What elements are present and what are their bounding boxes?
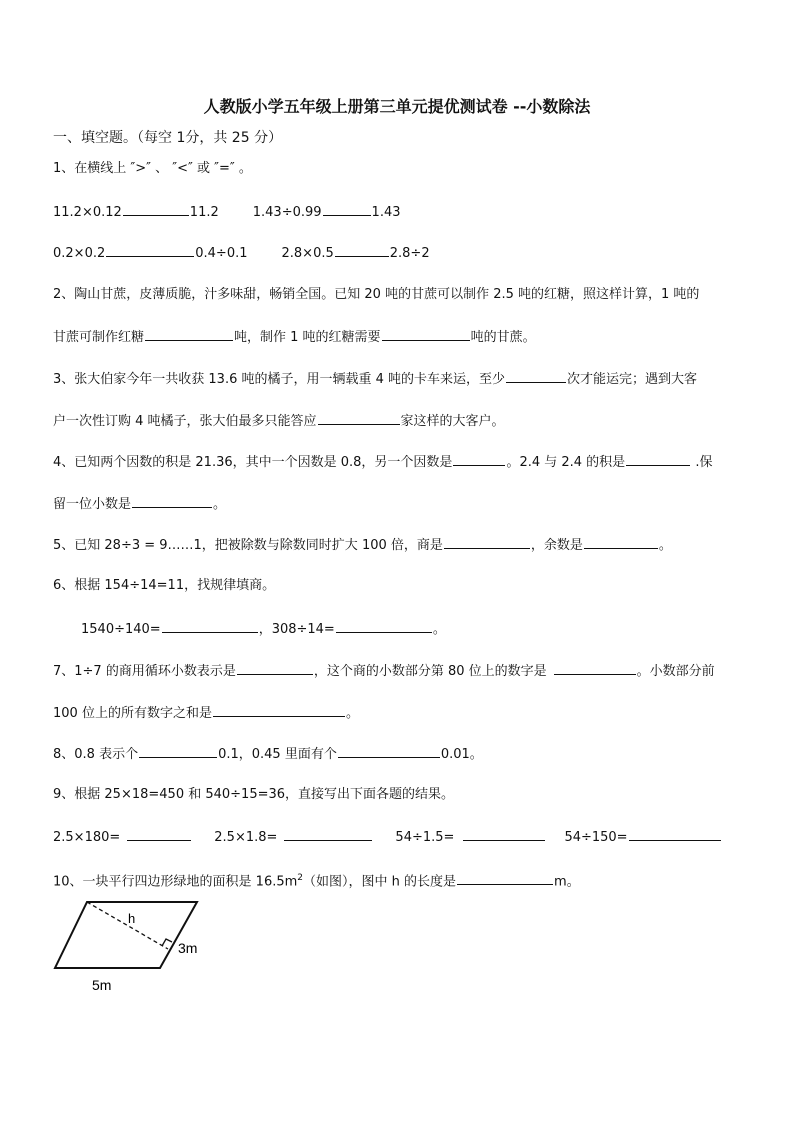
q7-line2: [53, 703, 359, 723]
q9-intro: 9、根据 25×18=450 和 540÷15=36，直接写出下面各题的结果。: [53, 787, 455, 802]
q4-text-e: 。: [213, 497, 227, 512]
answer-blank[interactable]: [506, 369, 566, 383]
answer-blank[interactable]: [444, 535, 530, 549]
q7-text-a: 7、1÷7 的商用循环小数表示是: [53, 664, 236, 679]
q8-line: [53, 744, 483, 764]
q6-text-b: ，308÷14=: [258, 622, 335, 637]
q3-text-c: 户一次性订购 4 吨橘子，张大伯最多只能答应: [53, 414, 317, 429]
q9-item-3: 54÷1.5=: [395, 830, 455, 845]
q3-line2: [53, 411, 505, 431]
q1-r2-b-right: 2.8÷2: [389, 246, 430, 261]
q4-text-b: 。2.4 与 2.4 的积是: [506, 455, 626, 470]
answer-blank[interactable]: [323, 202, 371, 216]
page-title: 人教版小学五年级上册第三单元提优测试卷 --小数除法: [203, 97, 591, 116]
q6-line: [81, 619, 446, 639]
q2-text-c: 吨的甘蔗。: [470, 330, 536, 345]
answer-blank[interactable]: [335, 243, 389, 257]
answer-blank[interactable]: [139, 744, 217, 758]
answer-blank[interactable]: [457, 871, 553, 885]
q1-row1: [53, 202, 401, 222]
q9-item-2: 2.5×1.8=: [214, 830, 278, 845]
q5-text-a: 5、已知 28÷3 = 9……1，把被除数与除数同时扩大 100 倍，商是: [53, 538, 443, 553]
answer-blank[interactable]: [145, 327, 233, 341]
q1-r2-a-left: 0.2×0.2: [53, 246, 106, 261]
answer-blank[interactable]: [284, 827, 372, 841]
q1-r2-b-left: 2.8×0.5: [281, 246, 334, 261]
q4-text-d: 留一位小数是: [53, 497, 132, 512]
q9-item-4: 54÷150=: [564, 830, 628, 845]
q1-r2-a-right: 0.4÷0.1: [195, 246, 248, 261]
q6-text-a: 1540÷140=: [81, 622, 161, 637]
q3-text-d: 家这样的大客户。: [400, 414, 505, 429]
q10-text-c: m。: [554, 874, 580, 890]
q1-r1-b-right: 1.43: [371, 205, 401, 220]
q4-text-c: .保: [691, 455, 713, 470]
answer-blank[interactable]: [237, 661, 313, 675]
q1-r1-a-left: 11.2×0.12: [53, 205, 122, 220]
q8-text-c: 0.01。: [440, 747, 483, 762]
q1-intro: 1、在横线上 ″>″ 、 ″<″ 或 ″=″ 。: [53, 161, 252, 176]
h-label: h: [128, 911, 136, 926]
answer-blank[interactable]: [338, 744, 440, 758]
q6-text-c: 。: [432, 622, 446, 637]
q3-text-a: 3、张大伯家今年一共收获 13.6 吨的橘子，用一辆载重 4 吨的卡车来运，至少: [53, 372, 506, 387]
q7-text-d: 100 位上的所有数字之和是: [53, 706, 212, 721]
q2-line2: [53, 327, 536, 347]
q2-text-a: 甘蔗可制作红糖: [53, 330, 145, 345]
answer-blank[interactable]: [382, 327, 470, 341]
q9-item-1: 2.5×180=: [53, 830, 121, 845]
q7-line1: [53, 661, 715, 681]
q8-text-b: 0.1，0.45 里面有个: [218, 747, 337, 762]
q5-text-b: ，余数是: [530, 538, 583, 553]
q5-line: [53, 535, 672, 555]
answer-blank[interactable]: [106, 243, 194, 257]
answer-blank[interactable]: [127, 827, 191, 841]
answer-blank[interactable]: [584, 535, 658, 549]
right-angle-mark: [162, 939, 172, 946]
q1-r1-b-left: 1.43÷0.99: [252, 205, 322, 220]
answer-blank[interactable]: [123, 202, 189, 216]
q10-superscript: 2: [297, 873, 304, 883]
q10-text-a: 10、一块平行四边形绿地的面积是 16.5m: [53, 874, 298, 890]
answer-blank[interactable]: [318, 411, 400, 425]
q6-intro: 6、根据 154÷14=11，找规律填商。: [53, 578, 276, 593]
answer-blank[interactable]: [162, 619, 258, 633]
section-heading: 一、填空题。（每空 1分，共 25 分）: [53, 130, 283, 146]
q7-text-b: ，这个商的小数部分第 80 位上的数字是: [313, 664, 547, 679]
q4-text-a: 4、已知两个因数的积是 21.36，其中一个因数是 0.8，另一个因数是: [53, 455, 453, 470]
q3-line1: [53, 369, 697, 389]
q8-text-a: 8、0.8 表示个: [53, 747, 139, 762]
parallelogram-figure: [50, 896, 210, 998]
q5-text-c: 。: [658, 538, 672, 553]
q1-r1-a-right: 11.2: [189, 205, 219, 220]
q10-text-b: （如图），图中 h 的长度是: [303, 874, 457, 890]
answer-blank[interactable]: [626, 452, 690, 466]
base-label: 5m: [92, 977, 112, 993]
q2-line1: 2、陶山甘蔗，皮薄质脆，汁多味甜，畅销全国。已知 20 吨的甘蔗可以制作 2.5 吨的红糖，照这样计算，1 吨的: [53, 287, 700, 302]
parallelogram-shape: [55, 902, 197, 968]
q10-line: [53, 869, 580, 891]
answer-blank[interactable]: [336, 619, 432, 633]
q4-line1: [53, 452, 712, 472]
q7-text-e: 。: [345, 706, 359, 721]
q1-row2: [53, 243, 430, 263]
side-label: 3m: [178, 940, 198, 956]
q2-text-b: 吨，制作 1 吨的红糖需要: [234, 330, 381, 345]
q3-text-b: 次才能运完；遇到大客: [567, 372, 698, 387]
q9-items: [53, 827, 722, 847]
answer-blank[interactable]: [554, 661, 636, 675]
answer-blank[interactable]: [629, 827, 721, 841]
answer-blank[interactable]: [463, 827, 545, 841]
answer-blank[interactable]: [213, 703, 345, 717]
q7-text-c: 。小数部分前: [636, 664, 715, 679]
answer-blank[interactable]: [453, 452, 505, 466]
q4-line2: [53, 494, 226, 514]
answer-blank[interactable]: [132, 494, 212, 508]
